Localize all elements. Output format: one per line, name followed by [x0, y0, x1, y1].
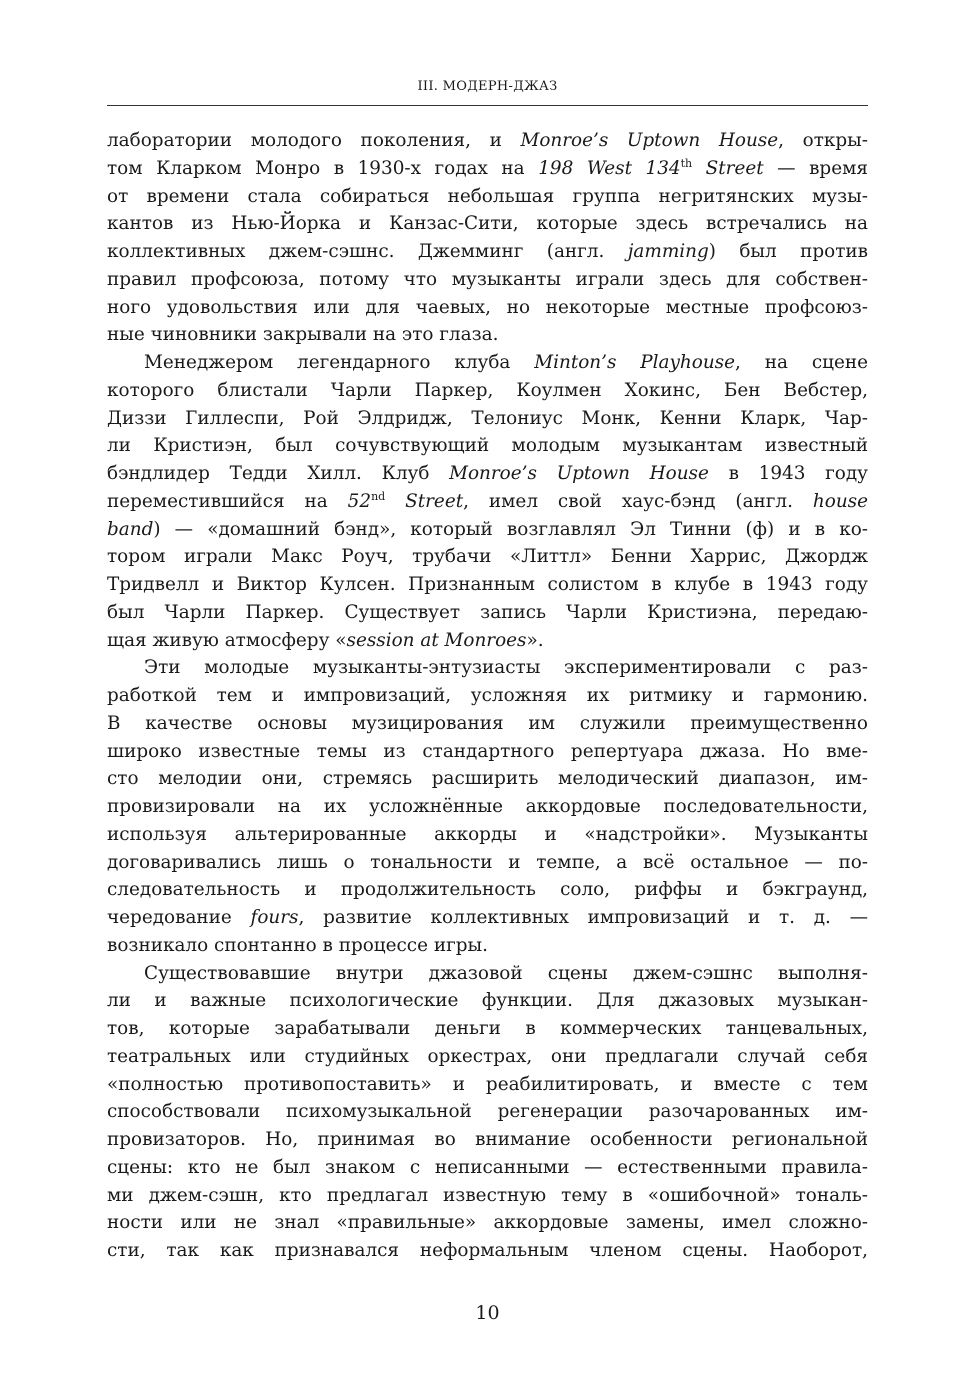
text-line	[107, 377, 868, 405]
italic-text: Minton’s Playhouse	[534, 352, 735, 373]
text-line	[107, 599, 868, 627]
text-line	[107, 904, 868, 932]
italic-text: Monroe’s Uptown House	[520, 130, 779, 151]
page-number: 10	[475, 1302, 500, 1324]
text-segment: возникало спонтанно в процессе игры.	[107, 934, 488, 956]
italic-text: fours	[250, 907, 299, 928]
italic-text: jamming	[627, 241, 709, 262]
running-head: III. МОДЕРН-ДЖАЗ	[417, 79, 558, 94]
text-segment: Менеджером легендарного клуба	[144, 352, 535, 373]
text-segment: театральных или студийных оркестрах, они предлагали случай себя	[107, 1045, 868, 1067]
text-segment: чередование	[107, 907, 251, 928]
text-line	[107, 488, 868, 516]
text-line	[107, 294, 868, 322]
text-segment: , имел свой хаус-бэнд (англ.	[463, 490, 813, 512]
text-segment: работкой тем и импровизаций, усложняя их ритмику и гармонию.	[107, 685, 868, 706]
text-line	[107, 627, 868, 655]
text-line	[107, 516, 868, 544]
paragraph	[107, 960, 868, 1265]
text-line	[107, 1209, 868, 1237]
text-line	[107, 349, 868, 377]
italic-text: Street	[385, 490, 464, 512]
text-segment: ) был против	[708, 241, 868, 262]
text-segment: Эти молодые музыканты-энтузиасты экспериментировали с раз-	[144, 657, 868, 679]
text-segment: провизаторов. Но, принимая во внимание особенности региональной	[107, 1129, 868, 1150]
text-segment: , развитие коллективных импровизаций и т. д. —	[298, 907, 868, 928]
text-segment: сцены: кто не был знаком с неписанными — естественными правила-	[107, 1156, 868, 1178]
text-line	[107, 405, 868, 433]
text-line	[107, 1126, 868, 1154]
text-segment: которого блистали Чарли Паркер, Коулмен Хокинс, Бен Вебстер,	[107, 379, 868, 401]
text-line	[107, 1071, 868, 1099]
italic-text: session at Monroes	[346, 629, 527, 651]
text-segment: правил профсоюза, потому что музыканты играли здесь для собствен-	[107, 268, 868, 290]
text-segment: тором играли Макс Роуч, трубачи «Литтл» Бенни Харрис, Джордж	[107, 546, 868, 568]
italic-text: band	[107, 518, 154, 540]
text-segment: Тридвелл и Виктор Кулсен. Признанным солистом в клубе в 1943 году	[107, 574, 868, 595]
text-segment: Существовавшие внутри джазовой сцены джем-сэшнс выполня-	[144, 962, 868, 984]
text-line	[107, 738, 868, 766]
text-segment: щая живую атмосферу «	[107, 629, 347, 651]
text-line	[107, 765, 868, 793]
superscript: nd	[371, 489, 386, 503]
text-segment: широко известные темы из стандартного репертуара джаза. Но вме-	[107, 740, 868, 762]
header-rule	[107, 105, 868, 106]
text-line	[107, 987, 868, 1015]
text-segment: ли и важные психологические функции. Для джазовых музыкан-	[107, 990, 868, 1012]
text-segment: переместившийся на	[107, 490, 348, 512]
text-segment: был Чарли Паркер. Существует запись Чарли Кристиэна, передаю-	[107, 601, 868, 623]
text-segment: ного удовольствия или для чаевых, но некоторые местные профсоюз-	[107, 296, 868, 318]
text-segment: В качестве основы музицирования им служили преимущественно	[107, 712, 868, 734]
text-segment: используя альтерированные аккорды и «надстройки». Музыканты	[107, 823, 868, 845]
text-segment: ные чиновники закрывали на это глаза.	[107, 324, 499, 346]
text-segment: способствовали психомузыкальной регенерации разочарованных им-	[107, 1101, 868, 1123]
text-segment: договаривались лишь о тональности и темпе, а всё остальное — по-	[107, 851, 868, 873]
text-segment: сти, так как признавался неформальным членом сцены. Наоборот,	[107, 1240, 868, 1261]
text-segment: лаборатории молодого поколения, и	[107, 130, 521, 151]
text-line	[107, 543, 868, 571]
body-text	[107, 127, 868, 1265]
italic-text: house	[812, 490, 868, 512]
text-segment: бэндлидер Тедди Хилл. Клуб	[107, 463, 450, 484]
text-segment: , откры-	[778, 130, 868, 151]
text-line	[107, 1098, 868, 1126]
text-line	[107, 1154, 868, 1182]
italic-text: Street	[692, 157, 764, 179]
paragraph	[107, 654, 868, 959]
paragraph	[107, 127, 868, 349]
paragraph	[107, 349, 868, 654]
italic-text: 52	[347, 490, 372, 512]
text-line	[107, 654, 868, 682]
text-line	[107, 682, 868, 710]
text-segment: кантов из Нью-Йорка и Канзас-Сити, которые здесь встречались на	[107, 213, 868, 235]
text-line	[107, 1237, 868, 1265]
text-line	[107, 793, 868, 821]
text-line	[107, 876, 868, 904]
text-line	[107, 210, 868, 238]
text-line	[107, 1182, 868, 1210]
text-line	[107, 821, 868, 849]
text-segment: том Кларком Монро в 1930-х годах на	[107, 157, 539, 179]
text-segment: ли Кристиэн, был сочувствующий молодым музыкантам известный	[107, 435, 868, 457]
text-line	[107, 960, 868, 988]
text-line	[107, 710, 868, 738]
text-line	[107, 571, 868, 599]
text-segment: ми джем-сэшн, кто предлагал известную тему в «ошибочной» тональ-	[107, 1184, 868, 1206]
text-segment: Диззи Гиллеспи, Рой Элдридж, Телониус Монк, Кенни Кларк, Чар-	[107, 407, 868, 429]
text-segment: коллективных джем-сэшнс. Джемминг (англ.	[107, 241, 628, 262]
text-line	[107, 460, 868, 488]
text-segment: в 1943 году	[708, 463, 868, 484]
text-line	[107, 155, 868, 183]
text-segment: ности или не знал «правильные» аккордовые замены, имел сложно-	[107, 1212, 868, 1234]
text-line	[107, 183, 868, 211]
text-line	[107, 1015, 868, 1043]
text-line	[107, 932, 868, 960]
text-line	[107, 432, 868, 460]
text-segment: тов, которые зарабатывали деньги в коммерческих танцевальных,	[107, 1018, 868, 1039]
text-segment: следовательность и продолжительность соло, риффы и бэкграунд,	[107, 879, 868, 901]
text-line	[107, 321, 868, 349]
italic-text: 198 West 134	[538, 157, 681, 179]
text-line	[107, 238, 868, 266]
text-segment: сто мелодии они, стремясь расширить мелодический диапазон, им-	[107, 768, 868, 790]
superscript: th	[680, 156, 693, 170]
text-segment: ».	[526, 629, 544, 651]
text-line	[107, 849, 868, 877]
text-line	[107, 1043, 868, 1071]
italic-text: Monroe’s Uptown House	[449, 463, 709, 484]
text-segment: провизировали на их усложнённые аккордовые последовательности,	[107, 796, 868, 817]
text-segment: «полностью противопоставить» и реабилитировать, и вместе с тем	[107, 1073, 868, 1095]
text-line	[107, 266, 868, 294]
text-segment: — время	[763, 157, 868, 179]
text-segment: от времени стала собираться небольшая группа негритянских музы-	[107, 185, 868, 207]
text-segment: , на сцене	[735, 352, 868, 373]
text-line	[107, 127, 868, 155]
text-segment: ) — «домашний бэнд», который возглавлял Эл Тинни (ф) и в ко-	[153, 518, 868, 540]
